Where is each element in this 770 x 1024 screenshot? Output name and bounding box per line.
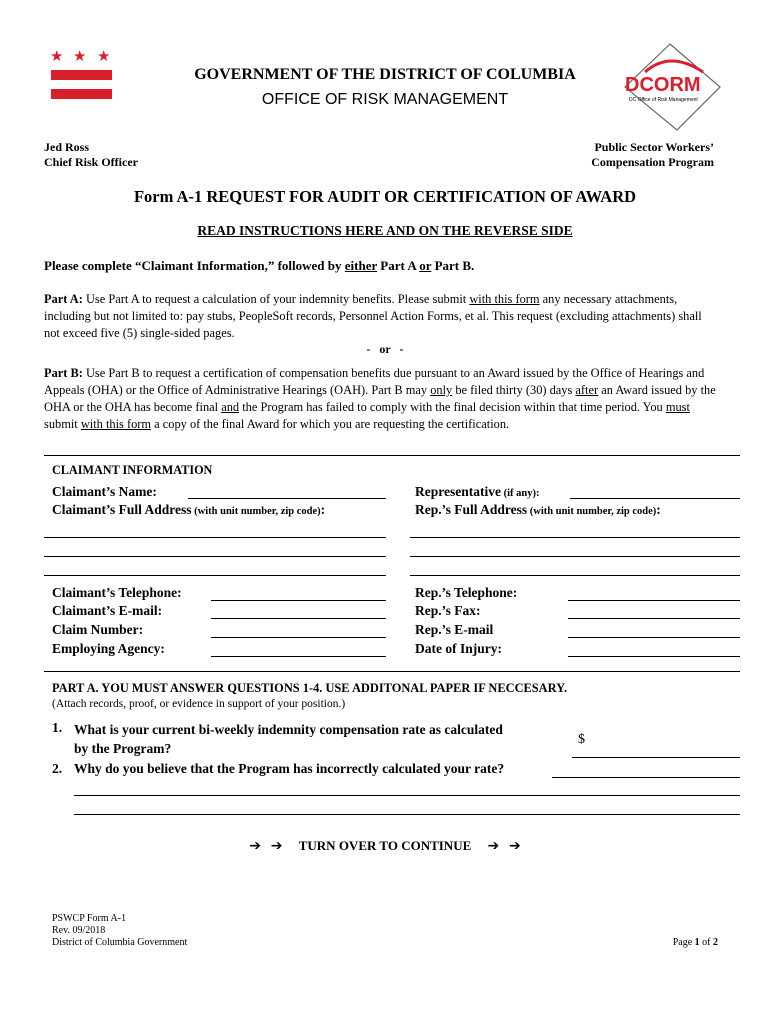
claimant-name-label: Claimant’s Name: xyxy=(52,484,157,499)
section-divider xyxy=(44,455,740,456)
question-1-text: What is your current bi-weekly indemnity compensation rate as calculated by the Program? xyxy=(74,722,503,756)
form-title: Form A-1 REQUEST FOR AUDIT OR CERTIFICATION OF AWARD xyxy=(133,187,637,206)
rep-telephone-field[interactable] xyxy=(568,600,740,601)
rep-email-label: Rep.’s E-mail xyxy=(415,622,494,637)
logo-caption: DC Office of Risk Management xyxy=(629,97,698,103)
question-2-number: 2. xyxy=(52,761,63,776)
date-of-injury-label: Date of Injury: xyxy=(415,641,502,656)
intro-text: Please complete “Claimant Information,” followed by either Part A or Part B. xyxy=(44,258,475,273)
part-a-note: (Attach records, proof, or evidence in support of your position.) xyxy=(52,698,346,710)
currency-symbol: $ xyxy=(578,732,585,747)
footer-rev: Rev. 09/2018 xyxy=(52,925,106,936)
claimant-telephone-label: Claimant’s Telephone: xyxy=(52,585,182,600)
answer-2-line-2[interactable] xyxy=(74,795,740,796)
claimant-address-line-3[interactable] xyxy=(44,575,386,576)
employing-agency-label: Employing Agency: xyxy=(52,641,165,656)
claimant-email-label: Claimant’s E-mail: xyxy=(52,603,163,618)
footer-form-id: PSWCP Form A-1 xyxy=(52,913,127,924)
answer-2-line-1[interactable] xyxy=(552,777,740,778)
program-line2: Compensation Program xyxy=(591,155,714,169)
part-b-paragraph: Part B: Use Part B to request a certification of compensation benefits due pursuant to an Award issued by the Office of Hearings and Appeals (OHA) or the Office of Administrative Hearings (OAH). Part B may only be filed thirty (30) days after an Award issued by the OHA or the OHA has become final and the Program has failed to comply with the final decision within that time period. You must submit with this form a copy of the final Award for which you are requesting the certification. xyxy=(44,366,716,431)
instructions-link[interactable]: READ INSTRUCTIONS HERE AND ON THE REVERSE SIDE xyxy=(197,223,573,238)
claimant-address-line-2[interactable] xyxy=(44,556,386,557)
question-1-number: 1. xyxy=(52,720,63,735)
rep-address-line-1[interactable] xyxy=(410,537,740,538)
claimant-section-title: CLAIMANT INFORMATION xyxy=(52,463,213,477)
rep-telephone-label: Rep.’s Telephone: xyxy=(415,585,518,600)
part-a-title: PART A. YOU MUST ANSWER QUESTIONS 1-4. USE ADDITONAL PAPER IF NECCESARY. xyxy=(52,681,568,695)
page-number: Page 1 of 2 xyxy=(672,937,718,948)
officer-name: Jed Ross xyxy=(44,140,90,154)
claim-number-field[interactable] xyxy=(211,637,386,638)
rep-address-line-3[interactable] xyxy=(410,575,740,576)
arrow-right-icon: ➔ xyxy=(509,838,521,854)
rep-address-line-2[interactable] xyxy=(410,556,740,557)
part-a-paragraph: Part A: Use Part A to request a calculation of your indemnity benefits. Please submit with this form any necessary attachments, including but not limited to: pay stubs, PeopleSoft records, Personnel Action Forms, et al. This request (excluding attachments) shall not exceed five (5) single-sided pages. xyxy=(44,292,702,340)
dcorm-logo xyxy=(615,42,725,132)
program-line1: Public Sector Workers’ xyxy=(594,140,714,154)
logo-text: DCORM xyxy=(625,74,701,96)
turn-over-row xyxy=(0,838,770,854)
officer-title: Chief Risk Officer xyxy=(44,155,138,169)
question-2-text: Why do you believe that the Program has incorrectly calculated your rate? xyxy=(74,761,505,776)
date-of-injury-field[interactable] xyxy=(568,656,740,657)
turn-over-text: TURN OVER TO CONTINUE xyxy=(298,838,472,853)
section-divider xyxy=(44,671,740,672)
arrow-right-icon: ➔ xyxy=(270,838,283,854)
claimant-address-line-1[interactable] xyxy=(44,537,386,538)
answer-2-line-3[interactable] xyxy=(74,814,740,815)
claimant-address-label: Claimant’s Full Address (with unit number, zip code): xyxy=(52,502,326,517)
rep-address-label: Rep.’s Full Address (with unit number, zip code): xyxy=(415,502,661,517)
arrow-right-icon: ➔ xyxy=(249,838,261,854)
rep-fax-label: Rep.’s Fax: xyxy=(415,603,481,618)
employing-agency-field[interactable] xyxy=(211,656,386,657)
office-title: OFFICE OF RISK MANAGEMENT xyxy=(261,91,509,108)
claimant-name-field[interactable] xyxy=(188,498,386,499)
footer-org: District of Columbia Government xyxy=(52,937,188,948)
government-title: GOVERNMENT OF THE DISTRICT OF COLUMBIA xyxy=(194,66,576,83)
claimant-telephone-field[interactable] xyxy=(211,600,386,601)
rep-name-field[interactable] xyxy=(570,498,740,499)
rate-field[interactable] xyxy=(572,757,740,758)
claimant-email-field[interactable] xyxy=(211,618,386,619)
claim-number-label: Claim Number: xyxy=(52,622,144,637)
rep-fax-field[interactable] xyxy=(568,618,740,619)
arrow-right-icon: ➔ xyxy=(487,838,500,854)
or-separator: - or - xyxy=(366,342,404,356)
rep-label: Representative (if any): xyxy=(415,484,540,499)
rep-email-field[interactable] xyxy=(568,637,740,638)
